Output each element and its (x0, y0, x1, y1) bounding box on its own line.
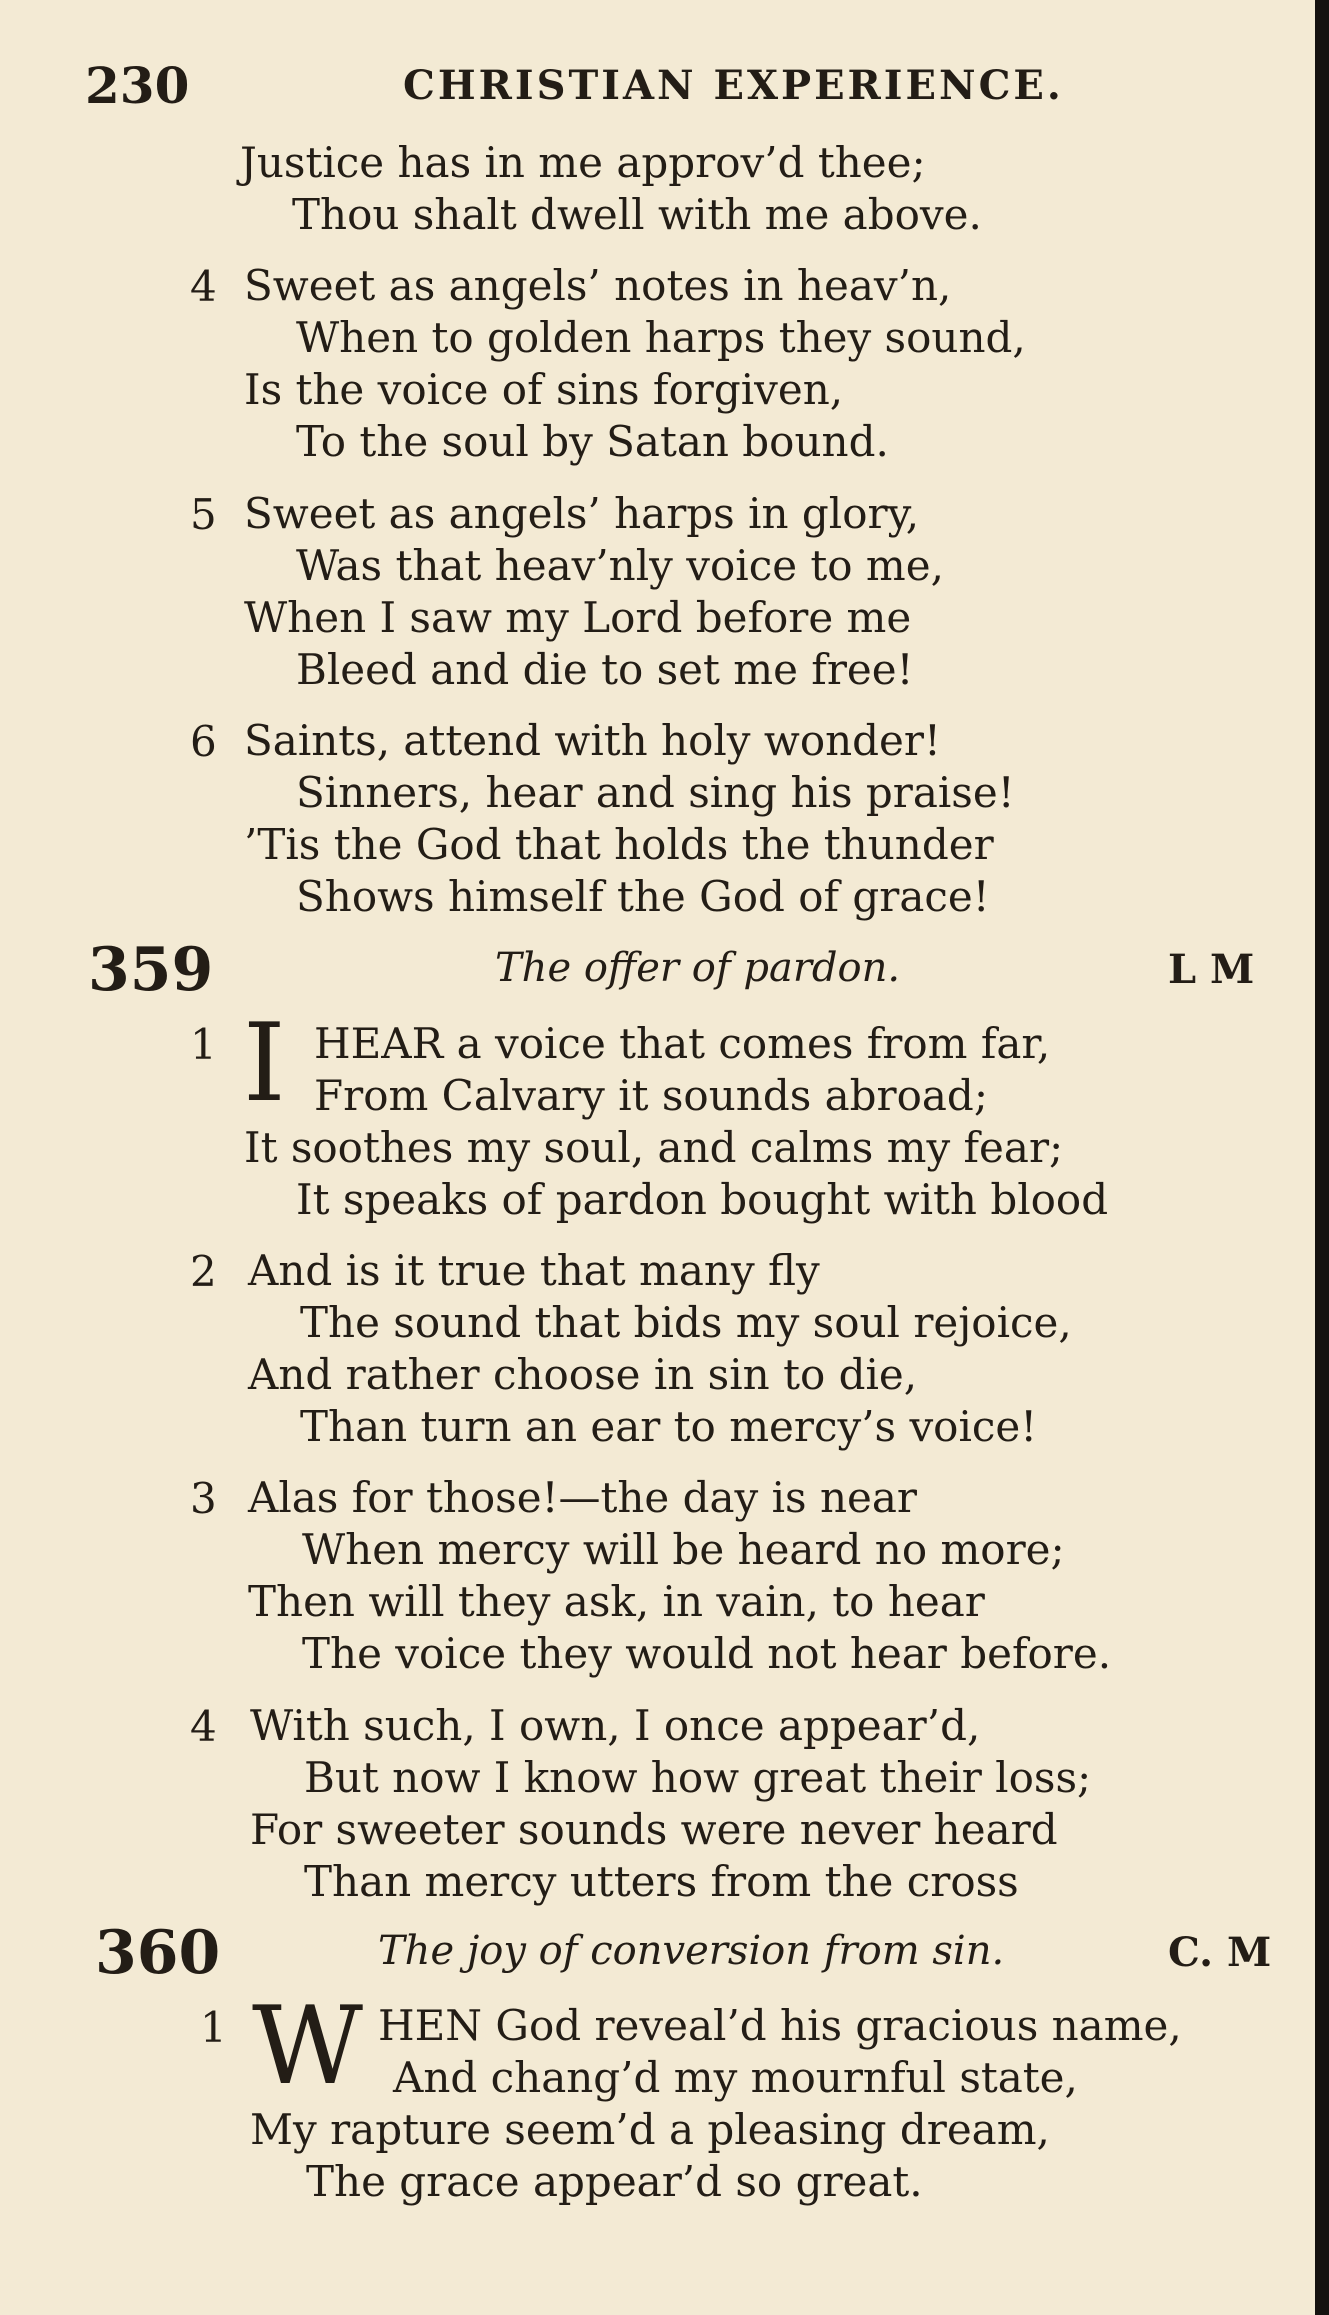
verse-line: Shows himself the God of grace! (296, 872, 990, 921)
verse-line: Than turn an ear to mercy’s voice! (300, 1402, 1038, 1451)
verse-line: ’Tis the God that holds the thunder (244, 820, 994, 869)
verse-line: Sweet as angels’ notes in heav’n, (244, 261, 952, 310)
hymn-title: The joy of conversion from sin. (378, 1928, 1005, 1974)
verse-line: The sound that bids my soul rejoice, (300, 1298, 1072, 1347)
verse-line: When mercy will be heard no more; (302, 1525, 1065, 1574)
verse-line: Was that heav’nly voice to me, (296, 541, 944, 590)
verse-line: Sweet as angels’ harps in glory, (244, 489, 920, 538)
verse-line: When to golden harps they sound, (296, 313, 1026, 362)
verse-line: HEN God reveal’d his gracious name, (378, 2001, 1182, 2050)
verse-line: Justice has in me approv’d thee; (240, 138, 926, 187)
verse-number: 2 (190, 1247, 217, 1296)
verse-line: To the soul by Satan bound. (296, 417, 889, 466)
verse-line: And chang’d my mournful state, (393, 2053, 1078, 2102)
verse-line: Thou shalt dwell with me above. (292, 190, 982, 239)
verse-number: 1 (190, 1020, 217, 1069)
verse-line: Sinners, hear and sing his praise! (296, 768, 1015, 817)
verse-line: Alas for those!—the day is near (248, 1473, 917, 1522)
verse-line: Saints, attend with holy wonder! (244, 716, 941, 765)
verse-number: 4 (190, 1702, 217, 1751)
hymn-meter: C. M (1168, 1929, 1272, 1976)
verse-number: 6 (190, 717, 217, 766)
verse-line: It soothes my soul, and calms my fear; (244, 1123, 1064, 1172)
hymn-title: The offer of pardon. (495, 945, 901, 991)
hymn-number: 359 (88, 935, 214, 1005)
verse-number: 4 (190, 262, 217, 311)
verse-line: For sweeter sounds were never heard (250, 1805, 1058, 1854)
verse-line: The grace appear’d so great. (306, 2157, 923, 2206)
verse-line: And is it true that many fly (248, 1246, 820, 1295)
verse-number: 5 (190, 490, 217, 539)
verse-line: And rather choose in sin to die, (248, 1350, 918, 1399)
drop-cap: I (243, 1001, 286, 1126)
verse-line: It speaks of pardon bought with blood (296, 1175, 1109, 1224)
verse-line: My rapture seem’d a pleasing dream, (250, 2105, 1050, 2154)
verse-line: Bleed and die to set me free! (296, 645, 914, 694)
verse-line: From Calvary it sounds abroad; (314, 1071, 988, 1120)
hymn-meter: L M (1168, 946, 1255, 993)
drop-cap: W (252, 1984, 364, 2109)
verse-line: Is the voice of sins forgiven, (244, 365, 844, 414)
verse-number: 3 (190, 1474, 217, 1523)
verse-line: HEAR a voice that comes from far, (314, 1019, 1051, 1068)
verse-line: With such, I own, I once appear’d, (250, 1701, 981, 1750)
running-title: CHRISTIAN EXPERIENCE. (403, 62, 1064, 109)
hymn-number: 360 (95, 1918, 221, 1988)
verse-number: 1 (200, 2003, 227, 2052)
verse-line: Then will they ask, in vain, to hear (248, 1577, 985, 1626)
page-edge (1315, 0, 1329, 2315)
verse-line: Than mercy utters from the cross (304, 1857, 1019, 1906)
page-number: 230 (85, 56, 190, 115)
verse-line: But now I know how great their loss; (304, 1753, 1092, 1802)
verse-line: When I saw my Lord before me (244, 593, 912, 642)
verse-line: The voice they would not hear before. (302, 1629, 1112, 1678)
